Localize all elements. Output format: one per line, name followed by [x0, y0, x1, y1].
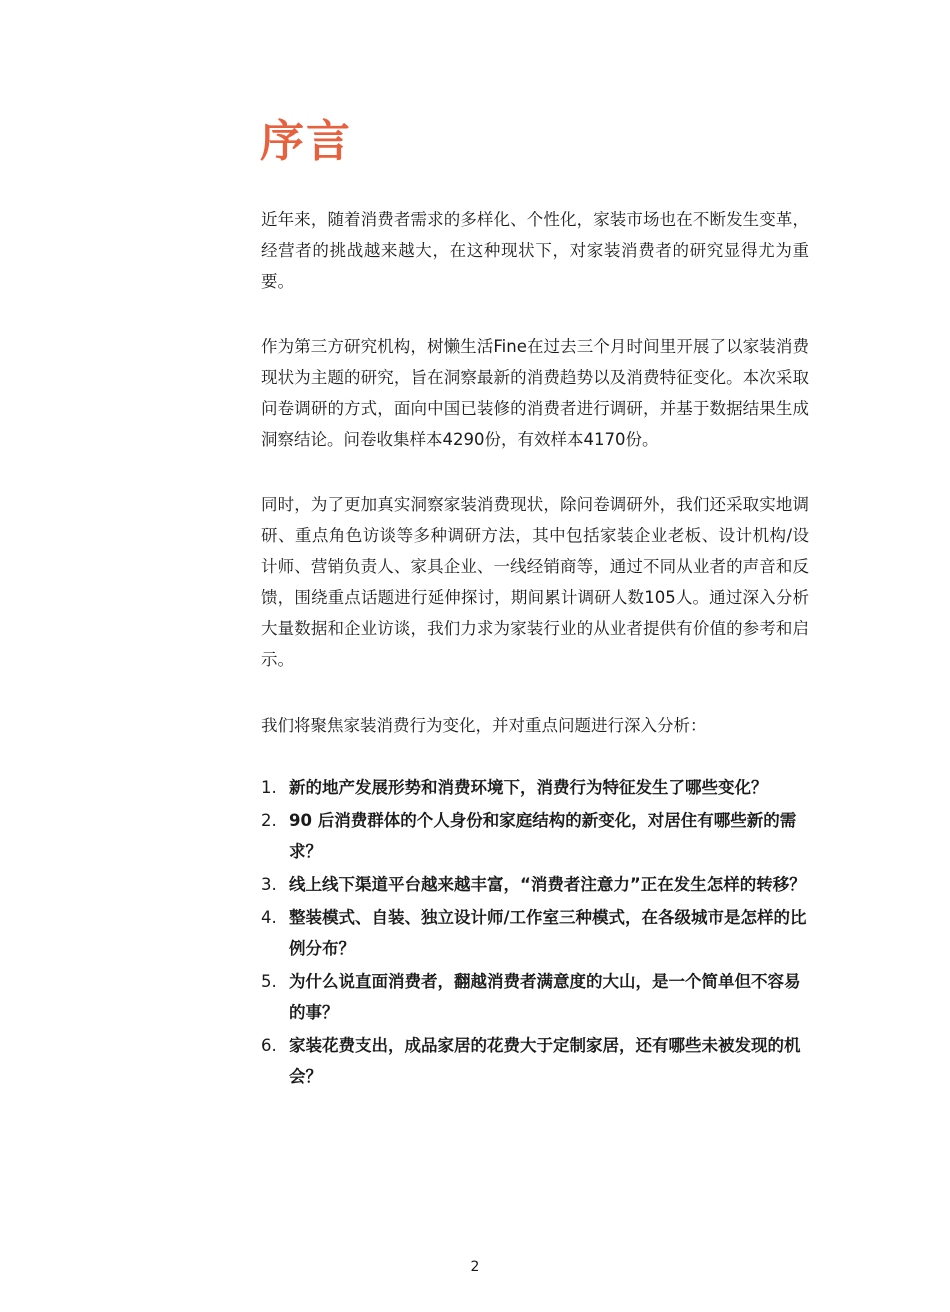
paragraph-focus: 我们将聚焦家装消费行为变化，并对重点问题进行深入分析： — [261, 716, 707, 735]
paragraph-intro: 近年来，随着消费者需求的多样化、个性化，家装市场也在不断发生变革，经营者的挑战越来越大，在这种现状下，对家装消费者的研究显得尤为重要。 — [261, 210, 809, 291]
page-number: 2 — [470, 1259, 480, 1275]
list-item — [261, 772, 813, 803]
list-item-number: 4. — [261, 908, 277, 927]
list-item-number: 1. — [261, 778, 277, 797]
list-item-number: 6. — [261, 1036, 277, 1055]
list-item — [261, 966, 813, 1028]
list-item-text: 家装花费支出，成品家居的花费大于定制家居，还有哪些未被发现的机会？ — [289, 1036, 801, 1086]
list-item-text: 整装模式、自装、独立设计师/工作室三种模式，在各级城市是怎样的比例分布？ — [289, 908, 807, 958]
list-item — [261, 902, 813, 964]
list-item-number: 2. — [261, 811, 277, 830]
list-item-text: 为什么说直面消费者，翻越消费者满意度的大山，是一个简单但不容易的事？ — [289, 972, 801, 1022]
list-item-text: 新的地产发展形势和消费环境下，消费行为特征发生了哪些变化？ — [289, 778, 768, 797]
list-item — [261, 805, 813, 867]
list-item-text: 90 后消费群体的个人身份和家庭结构的新变化，对居住有哪些新的需求？ — [289, 811, 797, 861]
page-title: 序言 — [260, 116, 352, 167]
list-item — [261, 1030, 813, 1092]
paragraph-field-research: 同时，为了更加真实洞察家装消费现状，除问卷调研外，我们还采取实地调研、重点角色访谈等多种调研方法，其中包括家装企业老板、设计机构/设计师、营销负责人、家具企业、一线经销商等，通过不同从业者的声音和反馈，围绕重点话题进行延伸探讨，期间累计调研人数105人。通过深入分析大量数据和企业访谈，我们力求为家装行业的从业者提供有价值的参考和启示。 — [261, 495, 809, 669]
question-list — [261, 772, 813, 1094]
list-item-number: 3. — [261, 875, 277, 894]
paragraph-research-method: 作为第三方研究机构，树懒生活Fine在过去三个月时间里开展了以家装消费现状为主题的研究，旨在洞察最新的消费趋势以及消费特征变化。本次采取问卷调研的方式，面向中国已装修的消费者进行调研，并基于数据结果生成洞察结论。问卷收集样本4290份，有效样本4170份。 — [261, 337, 809, 449]
list-item — [261, 869, 813, 900]
list-item-text: 线上线下渠道平台越来越丰富，“消费者注意力”正在发生怎样的转移？ — [289, 875, 806, 894]
list-item-number: 5. — [261, 972, 277, 991]
